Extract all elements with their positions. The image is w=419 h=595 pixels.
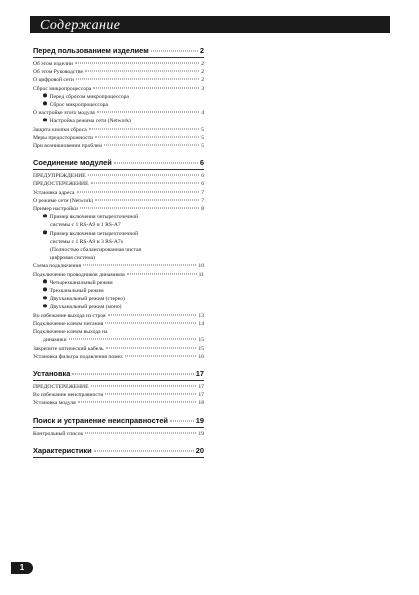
toc-entry[interactable] <box>33 197 204 205</box>
toc-entry-page: 19 <box>198 430 204 437</box>
toc-bullet-entry[interactable] <box>33 101 204 109</box>
toc-entry-text: Настройка режима сети (Network) <box>49 118 131 125</box>
toc-section-page: 2 <box>199 46 204 55</box>
toc-entry[interactable] <box>33 134 204 142</box>
toc-entry-text: ПРЕДОСТЕРЕЖЕНИЕ <box>33 383 89 390</box>
toc-entry[interactable] <box>33 254 204 262</box>
toc-section-page: 19 <box>195 415 204 425</box>
toc-entry-text: Перед сбросом микропроцессора <box>49 93 129 100</box>
toc-entry-text: Пример включения четырехточечной <box>49 230 139 237</box>
toc-entry-text: Установка модуля <box>33 400 76 407</box>
toc-leader <box>91 385 197 386</box>
toc-section-title: Установка <box>33 368 71 378</box>
toc-entry[interactable] <box>33 246 204 254</box>
toc-bullet-entry[interactable] <box>33 230 204 238</box>
toc-entry[interactable] <box>33 221 204 229</box>
toc-section-heading[interactable] <box>33 369 204 381</box>
toc-bullet-entry[interactable] <box>33 303 204 311</box>
toc-section <box>33 446 204 458</box>
toc-entry-page: 2 <box>201 77 204 84</box>
toc-entry[interactable] <box>33 391 204 399</box>
toc-bullet-entry[interactable] <box>33 117 204 125</box>
toc-bullet-entry[interactable] <box>33 287 204 295</box>
toc-entry-page: 13 <box>198 312 204 319</box>
toc-entry-text: системы с 1 RS-A9 и 1 RS-A7 <box>50 222 121 229</box>
toc-section-title: Перед пользованием изделием <box>33 46 149 55</box>
toc-entry-page: 3 <box>201 85 204 92</box>
toc-section-title: Характеристики <box>33 445 92 455</box>
toc-leader <box>170 420 194 421</box>
toc-entry-page: 4 <box>201 110 204 117</box>
toc-section-page: 17 <box>195 368 204 378</box>
toc-section <box>33 158 204 361</box>
toc-leader <box>151 51 198 52</box>
toc-leader <box>95 199 199 200</box>
toc-entry[interactable] <box>33 172 204 180</box>
header-banner <box>30 16 390 33</box>
toc-leader <box>72 373 193 374</box>
toc-entry[interactable] <box>33 142 204 150</box>
toc-entry[interactable] <box>33 345 204 353</box>
toc-entry[interactable] <box>33 262 204 270</box>
table-of-contents <box>33 46 204 466</box>
toc-entry-text: динамики <box>43 337 67 344</box>
toc-entry[interactable] <box>33 271 204 279</box>
toc-leader <box>106 347 197 348</box>
toc-leader <box>77 191 200 192</box>
toc-leader <box>83 265 196 266</box>
toc-entry[interactable] <box>33 312 204 320</box>
toc-entry-text: Четырехканальный режим <box>49 279 113 286</box>
toc-section-heading[interactable] <box>33 46 204 58</box>
toc-entry-text: Закрепите оптический кабель <box>33 345 104 352</box>
toc-leader <box>75 63 199 64</box>
toc-entry-page: 6 <box>201 181 204 188</box>
toc-leader <box>104 145 199 146</box>
toc-entry-page: 14 <box>198 320 204 327</box>
toc-entry-text: Трехканальный режим <box>49 288 104 295</box>
toc-entry-page: 10 <box>198 263 204 270</box>
toc-leader <box>105 322 196 323</box>
toc-entry[interactable] <box>33 336 204 344</box>
toc-leader <box>89 128 199 129</box>
toc-entry-page: 18 <box>198 400 204 407</box>
toc-entry-text: цифровая система) <box>50 255 95 262</box>
toc-leader <box>78 402 197 403</box>
toc-leader <box>127 273 197 274</box>
toc-leader <box>114 163 198 164</box>
toc-bullet-entry[interactable] <box>33 295 204 303</box>
toc-entry-page: 17 <box>198 392 204 399</box>
toc-entry-page: 5 <box>201 134 204 141</box>
toc-entry[interactable] <box>33 383 204 391</box>
page-number-badge: 1 <box>11 562 33 574</box>
toc-entry-page: 16 <box>198 353 204 360</box>
toc-entry-text: Сброс микропроцессора <box>33 85 92 92</box>
toc-section-heading[interactable] <box>33 446 204 458</box>
toc-entry-page: 15 <box>198 337 204 344</box>
toc-entry-text: Установка фильтра подавления помех <box>33 353 123 360</box>
toc-entry-page: 5 <box>201 126 204 133</box>
toc-section-heading[interactable] <box>33 158 204 170</box>
toc-entry-text: Меры предосторожности <box>33 134 94 141</box>
toc-leader <box>85 432 196 433</box>
toc-entry-text: Защита кнопки сброса <box>33 126 87 133</box>
toc-entry[interactable] <box>33 399 204 407</box>
toc-entry-page: 17 <box>198 383 204 390</box>
toc-entry-text: Схема подключения <box>33 263 82 270</box>
toc-entry-text: Подключение клемм выхода на <box>33 329 108 336</box>
toc-section-title: Поиск и устранение неисправностей <box>33 415 168 425</box>
toc-entry-text: Об этом изделии <box>33 61 73 67</box>
toc-entry-text: Во избежание выхода из строя <box>33 312 106 319</box>
toc-entry-page: 2 <box>201 61 204 67</box>
toc-entry-text: Подключение клемм питания <box>33 320 104 327</box>
toc-leader <box>95 136 199 137</box>
toc-entry-text: Двухканальный режим (стерео) <box>49 296 125 303</box>
toc-entry[interactable] <box>33 189 204 197</box>
toc-leader <box>80 208 199 209</box>
page-title: Содержание <box>40 18 121 33</box>
toc-entry-text: системы с 1 RS-A9 и 3 RS-A7s <box>50 238 123 245</box>
toc-entry-text: Установка адреса <box>33 189 75 196</box>
toc-entry-text: О режиме сети (Network) <box>33 197 94 204</box>
toc-section <box>33 46 204 150</box>
toc-entry-page: 6 <box>201 173 204 180</box>
toc-entry[interactable] <box>33 60 204 68</box>
toc-entry-page: 7 <box>201 189 204 196</box>
toc-leader <box>94 450 194 451</box>
toc-entry[interactable] <box>33 76 204 84</box>
toc-entry[interactable] <box>33 205 204 213</box>
toc-entry[interactable] <box>33 85 204 93</box>
toc-entry-text: (Полностью сбалансированная чистая <box>50 247 142 254</box>
toc-entry-page: 2 <box>201 69 204 76</box>
toc-leader <box>88 175 199 176</box>
toc-entry-text: ПРЕДУПРЕЖДЕНИЕ <box>33 173 86 180</box>
toc-entry[interactable] <box>33 430 204 438</box>
toc-entry[interactable] <box>33 126 204 134</box>
toc-entry-text: О настройке этого модуля <box>33 110 95 117</box>
toc-entry-page: 15 <box>198 345 204 352</box>
toc-entry[interactable] <box>33 68 204 76</box>
toc-entry-text: Во избежание неисправности <box>33 392 104 399</box>
toc-entry-text: ПРЕДОСТЕРЕЖЕНИЕ <box>33 181 89 188</box>
toc-entry[interactable] <box>33 238 204 246</box>
toc-entry-text: Контрольный список <box>33 430 84 437</box>
toc-leader <box>108 314 197 315</box>
toc-entry-text: При возникновении проблем <box>33 143 102 150</box>
toc-entry[interactable] <box>33 328 204 336</box>
toc-leader <box>91 183 200 184</box>
toc-section-page: 6 <box>199 158 204 168</box>
toc-entry-page: 8 <box>201 206 204 213</box>
toc-bullet-entry[interactable] <box>33 93 204 101</box>
toc-leader <box>69 339 197 340</box>
toc-section-heading[interactable] <box>33 416 204 428</box>
toc-section-page: 20 <box>195 445 204 455</box>
toc-entry-text: Пример настройки <box>33 206 78 213</box>
toc-entry[interactable] <box>33 353 204 361</box>
toc-section <box>33 416 204 438</box>
toc-bullet-entry[interactable] <box>33 213 204 221</box>
toc-entry-page: 5 <box>201 143 204 150</box>
toc-entry-text: Подключение проводников динамиков <box>33 271 125 278</box>
toc-entry-page: 11 <box>198 271 204 278</box>
toc-entry-text: Пример включения четырехточечной <box>49 214 139 221</box>
toc-entry-text: Двухканальный режим (моно) <box>49 304 122 311</box>
toc-entry[interactable] <box>33 320 204 328</box>
toc-entry[interactable] <box>33 109 204 117</box>
toc-section <box>33 369 204 408</box>
toc-entry[interactable] <box>33 180 204 188</box>
toc-leader <box>85 71 199 72</box>
toc-bullet-entry[interactable] <box>33 279 204 287</box>
toc-leader <box>93 87 199 88</box>
toc-leader <box>125 355 197 356</box>
toc-section-title: Соединение модулей <box>33 158 112 168</box>
toc-entry-text: Сброс микропроцессора <box>49 102 108 109</box>
toc-leader <box>97 112 199 113</box>
toc-entry-page: 7 <box>201 197 204 204</box>
toc-entry-text: О цифровой сети <box>33 77 74 84</box>
toc-leader <box>76 79 199 80</box>
toc-leader <box>105 394 196 395</box>
toc-entry-text: Об этом Руководстве <box>33 69 83 76</box>
